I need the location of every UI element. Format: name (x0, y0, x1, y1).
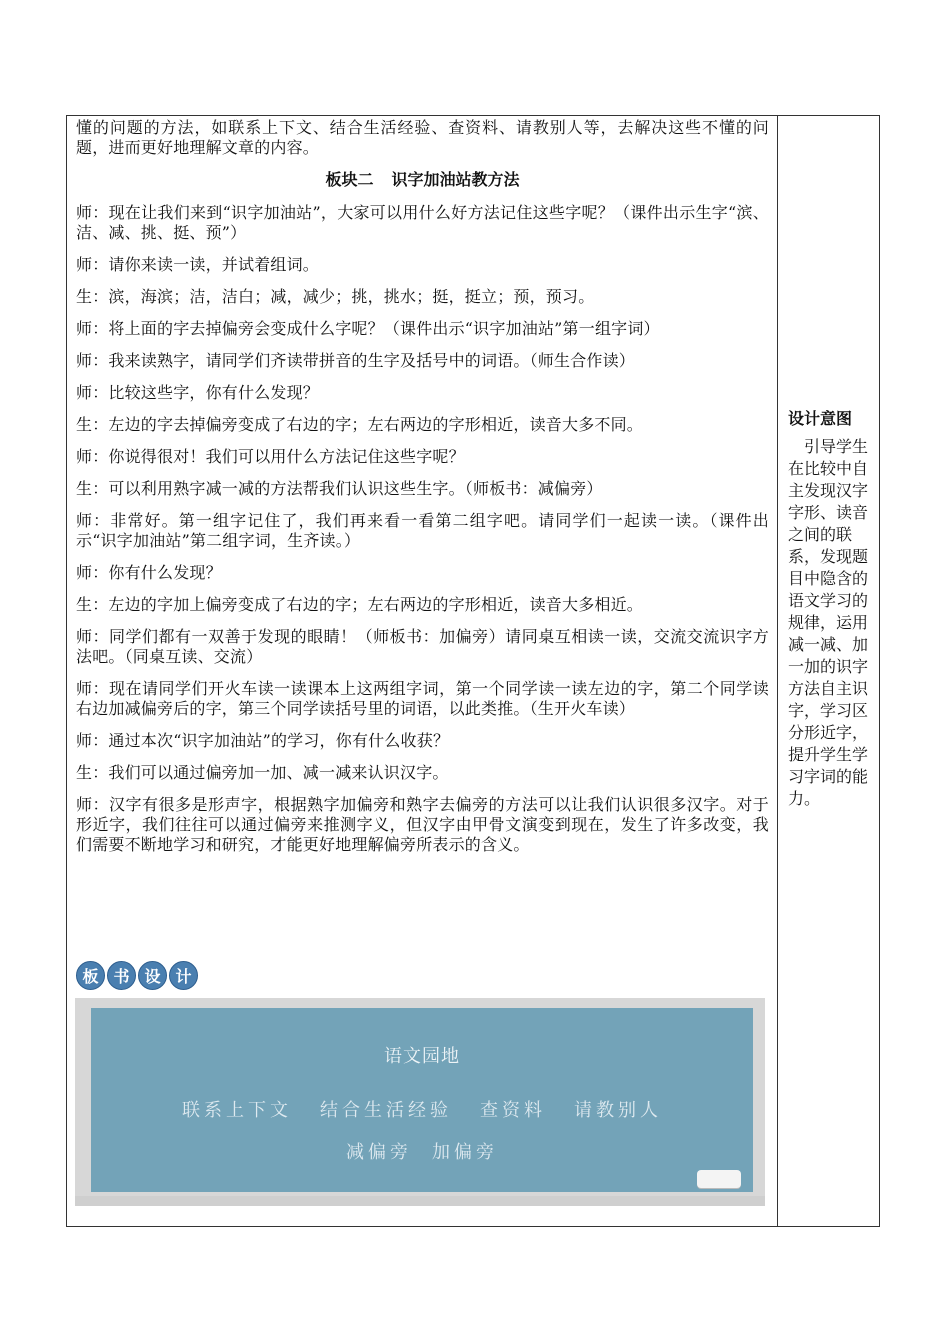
paragraph-17: 师：汉字有很多是形声字，根据熟字加偏旁和熟字去偏旁的方法可以让我们认识很多汉字。对于形近字，我们往往可以通过偏旁来推测字义，但汉字由甲骨文演变到现在，发生了许多改变，我们需要不断地学习和研究，才能更好地理解偏旁所表示的含义。 (76, 795, 769, 854)
side-column (778, 116, 879, 1226)
paragraph-5: 师：我来读熟字，请同学们齐读带拼音的生字及括号中的词语。（师生合作读） (76, 351, 636, 370)
paragraph-6: 师：比较这些字，你有什么发现？ (76, 383, 320, 402)
lesson-table (66, 115, 880, 1227)
badge-char: 板 (76, 961, 105, 990)
paragraph-15: 师：通过本次“识字加油站”的学习，你有什么收获？ (76, 731, 450, 750)
board-item: 请教别人 (574, 1100, 662, 1121)
badge-char: 计 (169, 961, 198, 990)
paragraph-7: 生：左边的字去掉偏旁变成了右边的字；左右两边的字形相近，读音大多不同。 (76, 415, 644, 434)
paragraph-12: 生：左边的字加上偏旁变成了右边的字；左右两边的字形相近，读音大多相近。 (76, 595, 644, 614)
design-intent-text: 引导学生在比较中自主发现汉字字形、读音之间的联系，发现题目中隐含的语文学习的规律，运用减一减、加一加的识字方法自主识字，学习区分形近字，提升学生学习字词的能力。 (788, 437, 869, 808)
paragraph-14: 师：现在请同学们开火车读一读课本上这两组字词，第一个同学读一读左边的字，第二个同学读右边加减偏旁后的字，第三个同学读括号里的词语，以此类推。（生开火车读） (76, 679, 769, 718)
board-design-badge (76, 961, 198, 989)
board-item: 查资料 (480, 1100, 546, 1121)
design-intent-title: 设计意图 (788, 409, 853, 428)
paragraph-1: 师：现在让我们来到“识字加油站”，大家可以用什么好方法记住这些字呢？（课件出示生字“滨、洁、减、挑、挺、预”） (76, 203, 769, 242)
main-column (67, 116, 778, 1226)
board-item: 结合生活经验 (320, 1100, 452, 1121)
paragraph-3: 生：滨，海滨；洁，洁白；减，减少；挑，挑水；挺，挺立；预，预习。 (76, 287, 595, 306)
board-item: 联系上下文 (182, 1100, 292, 1121)
blackboard-frame (75, 998, 765, 1206)
paragraph-11: 师：你有什么发现？ (76, 563, 222, 582)
paragraph-8: 师：你说得很对！我们可以用什么方法记住这些字呢？ (76, 447, 465, 466)
intro-paragraph: 懂的问题的方法，如联系上下文、结合生活经验、查资料、请教别人等，去解决这些不懂的问题，进而更好地理解文章的内容。 (76, 118, 769, 157)
board-row-radicals (91, 1138, 753, 1164)
badge-char: 书 (107, 961, 136, 990)
section-title-b: 识字加油站教方法 (391, 170, 520, 189)
paragraph-4: 师：将上面的字去掉偏旁会变成什么字呢？（课件出示“识字加油站”第一组字词） (76, 319, 660, 338)
paragraph-10: 师：非常好。第一组字记住了，我们再来看一看第二组字吧。请同学们一起读一读。（课件出示“识字加油站”第二组字词，生齐读。） (76, 511, 769, 550)
paragraph-2: 师：请你来读一读，并试着组词。 (76, 255, 320, 274)
board-title: 语文园地 (384, 1046, 460, 1067)
paragraph-9: 生：可以利用熟字减一减的方法帮我们认识这些生字。（师板书：减偏旁） (76, 479, 603, 498)
board-row-methods (91, 1096, 753, 1122)
paragraph-16: 生：我们可以通过偏旁加一加、减一减来认识汉字。 (76, 763, 449, 782)
blackboard (91, 1008, 753, 1192)
section-heading (76, 170, 769, 190)
chalk-eraser-icon (697, 1170, 741, 1188)
board-item: 加偏旁 (432, 1142, 498, 1163)
board-ledge (75, 1196, 765, 1206)
section-title-a: 板块二 (325, 170, 374, 189)
board-item: 减偏旁 (346, 1142, 412, 1163)
badge-char: 设 (138, 961, 167, 990)
paragraph-13: 师：同学们都有一双善于发现的眼睛！（师板书：加偏旁）请同桌互相读一读，交流交流识字方法吧。（同桌互读、交流） (76, 627, 769, 666)
